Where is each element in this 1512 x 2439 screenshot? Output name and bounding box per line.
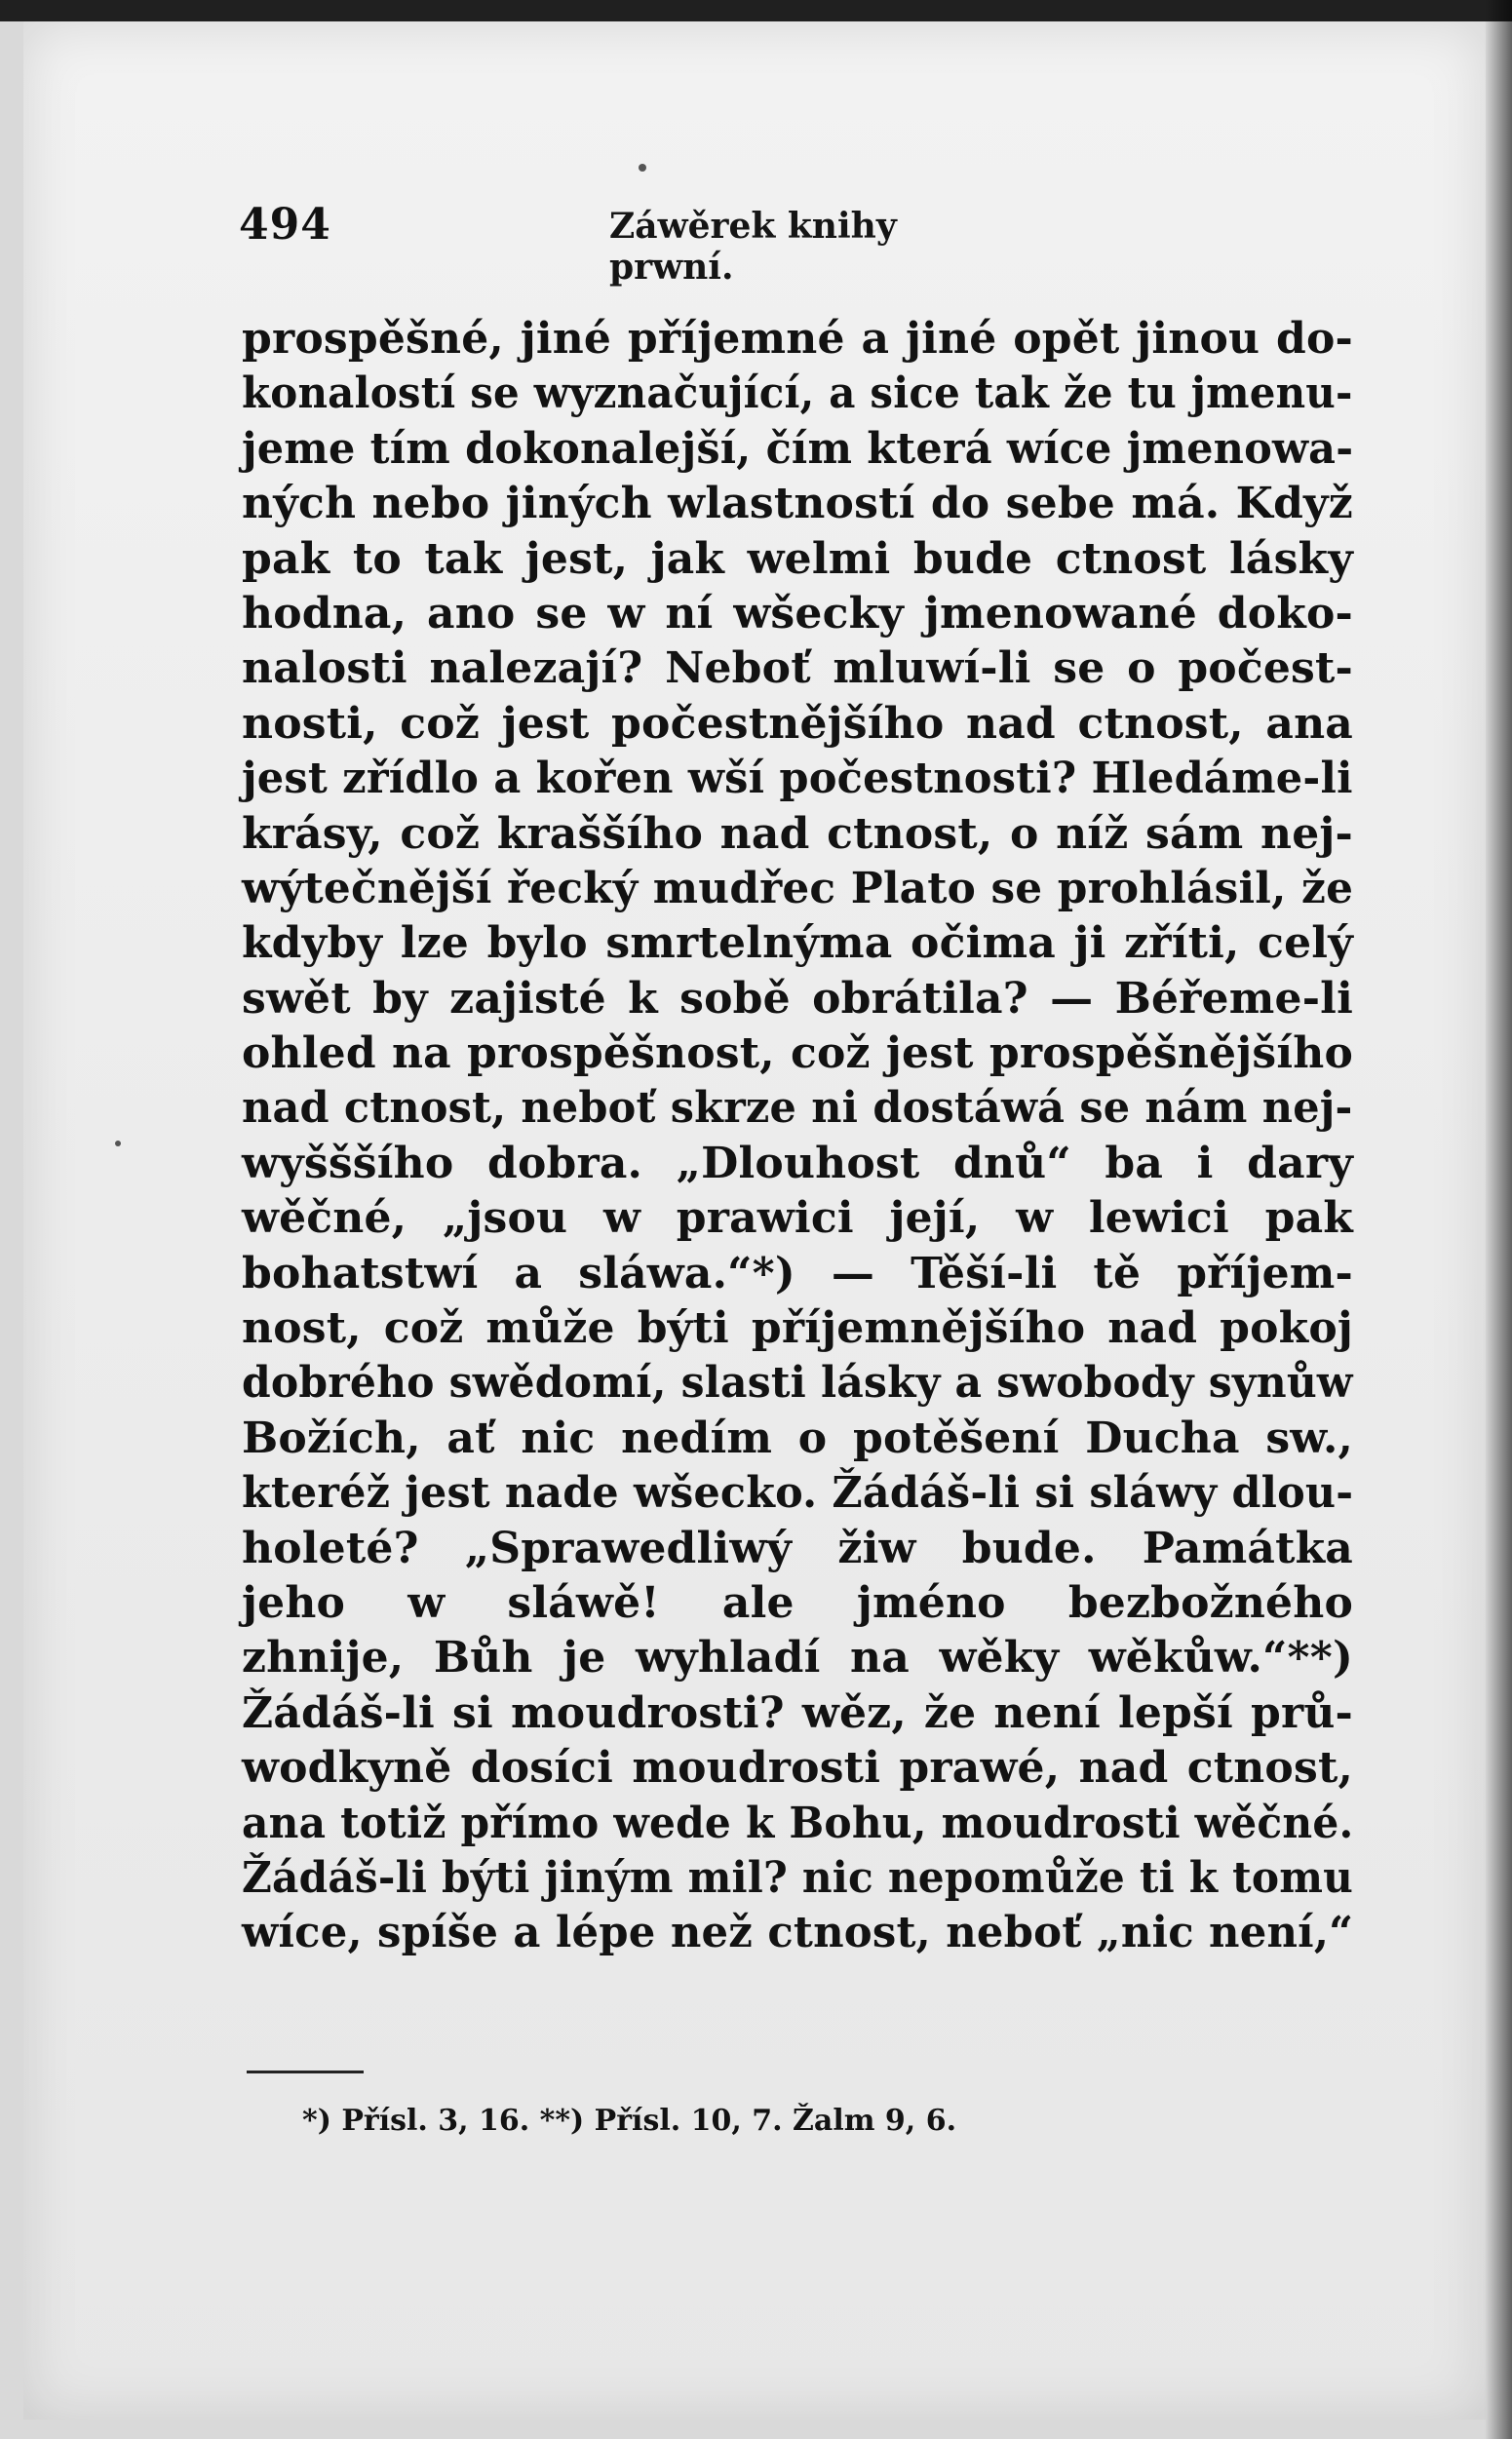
text-line: jeme tím dokonalejší, čím která wíce jmenowa- [242,423,1354,474]
text-line: konalostí se wyznačující, a sice tak že tu jmenu- [242,368,1353,419]
paper-speck [115,1141,121,1146]
text-line: bohatstwí a sláwa.“*) — Těší-li tě příjem- [242,1248,1353,1298]
text-line: nad ctnost, neboť skrze ni dostáwá se nám nej- [242,1083,1353,1134]
text-line: zhnije, Bůh je wyhladí na wěky wěkůw.“**) [242,1633,1353,1684]
text-line: dobrého swědomí, slasti lásky a swobody synůw [242,1358,1353,1409]
text-line: wěčné, „jsou w prawici její, w lewici pak [242,1193,1353,1244]
text-line: swět by zajisté k sobě obrátila? — Béřeme-li [242,973,1353,1024]
text-line: krásy, což kraššího nad ctnost, o níž sám nej- [242,808,1353,859]
body-text [242,312,1353,1961]
text-line: wodkyně dosíci moudrosti prawé, nad ctnost, [242,1743,1353,1794]
text-line: nosti, což jest počestnějšího nad ctnost, ana [242,698,1353,749]
text-line: Božích, ať nic nedím o potěšení Ducha sw., [242,1413,1353,1463]
text-line: kdyby lze bylo smrtelnýma očima ji zříti, celý [242,918,1353,969]
text-line: wýtečnější řecký mudřec Plato se prohlásil, že [242,863,1354,913]
text-line: holeté? „Sprawedliwý žiw bude. Památka [242,1523,1353,1573]
text-line: jest zřídlo a kořen wší počestnosti? Hledáme-li [242,754,1353,804]
footnotes: *) Přísl. 3, 16. **) Přísl. 10, 7. Žalm 9, 6. [302,2104,957,2138]
text-line: wíce, spíše a lépe než ctnost, neboť „nic není,“ [242,1908,1354,1958]
text-line: ana totiž přímo wede k Bohu, moudrosti wěčné. [242,1798,1354,1848]
running-title: Záwěrek knihy prwní. [609,206,897,288]
text-line: prospěšné, jiné příjemné a jiné opět jinou do- [242,314,1353,364]
text-line: Žádáš-li býti jiným mil? nic nepomůže ti k tomu [242,1852,1354,1903]
text-line: ohled na prospěšnost, což jest prospěšnějšího [242,1028,1353,1079]
paper-speck [639,164,646,172]
text-line: pak to tak jest, jak welmi bude ctnost lásky [242,533,1353,584]
text-line: hodna, ano se w ní wšecky jmenowané doko- [242,588,1353,639]
text-line: ných nebo jiných wlastností do sebe má. Když [242,479,1353,529]
scan-top-border [0,0,1512,21]
text-line: Žádáš-li si moudrosti? wěz, že není lepší prů- [242,1687,1353,1738]
text-line: jeho w sláwě! ale jméno bezbožného [242,1577,1353,1628]
page-edge-shadow [1485,0,1512,2439]
page-number: 494 [239,200,331,250]
text-line: wyšššího dobra. „Dlouhost dnů“ ba i dary [242,1138,1353,1188]
page-header [239,200,989,288]
text-line: kteréž jest nade wšecko. Žádáš-li si sláwy dlou- [242,1468,1354,1519]
footnote-divider [247,2071,364,2073]
text-line: nalosti nalezají? Neboť mluwí-li se o počest- [242,643,1353,694]
text-line: nost, což může býti příjemnějšího nad pokoj [242,1303,1353,1354]
